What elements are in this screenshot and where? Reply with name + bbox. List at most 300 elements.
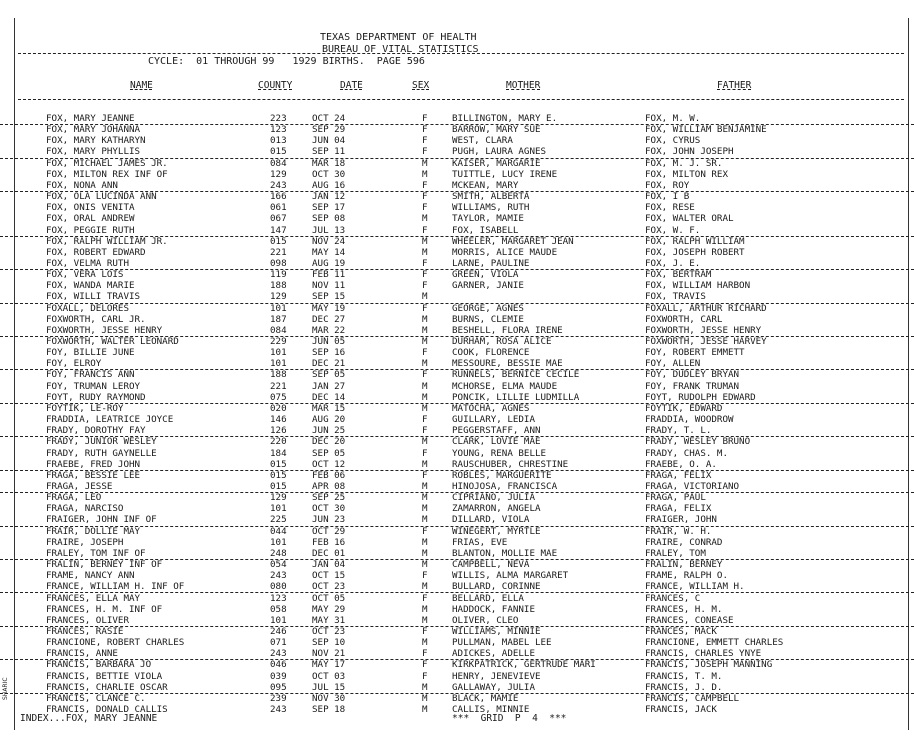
cell-mother: PONCIK, LILLIE LUDMILLA [452, 391, 580, 403]
table-row [0, 381, 914, 392]
cell-county: 101 [270, 536, 287, 548]
cell-date: OCT 24 [312, 113, 346, 124]
cell-mother: FOX, ISABELL [452, 224, 519, 236]
cell-date: DEC 27 [312, 313, 346, 325]
cell-sex: F [422, 269, 428, 281]
table-row [0, 503, 914, 514]
cell-date: OCT 30 [312, 503, 346, 515]
table-row [0, 671, 914, 682]
column-header-sex: SEX [412, 80, 430, 91]
cell-county: 058 [270, 603, 287, 615]
table-row [0, 158, 914, 169]
cell-county: 129 [270, 492, 287, 504]
cell-mother: ADICKES, ADELLE [452, 648, 535, 660]
cell-date: AUG 16 [312, 179, 346, 191]
cell-name: FRADY, RUTH GAYNELLE [46, 447, 157, 459]
cell-name: FRANCE, WILLIAM H. INF OF [46, 581, 185, 593]
cell-mother: HINOJOSA, FRANCISCA [452, 480, 558, 492]
cell-date: SEP 18 [312, 704, 346, 715]
cell-sex: F [422, 414, 428, 426]
side-mark: SHARIC [2, 677, 9, 700]
cell-date: JUN 23 [312, 514, 346, 526]
cell-father: FOY, FRANK TRUMAN [645, 380, 740, 392]
cell-name: FRAIR, DOLLIE MAY [46, 525, 141, 537]
cell-mother: CIPRIANO, JULIA [452, 492, 535, 504]
column-header-date: DATE [340, 80, 363, 91]
cell-county: 080 [270, 581, 287, 593]
cell-county: 146 [270, 414, 287, 426]
cell-sex: F [422, 258, 428, 269]
cell-mother: CALLIS, MINNIE [452, 704, 530, 715]
cell-sex: F [422, 146, 428, 158]
cell-name: FRADDIA, LEATRICE JOYCE [46, 414, 174, 426]
cell-mother: RUNNELS, BERNICE CECILE [452, 369, 580, 381]
cell-mother: KIRKPATRICK, GERTRUDE MARI [452, 659, 596, 671]
cell-county: 220 [270, 436, 287, 448]
cell-father: FRAGA, FELIX [645, 503, 712, 515]
cell-county: 147 [270, 224, 287, 236]
cell-father: FOY, ALLEN [645, 358, 701, 370]
cell-name: FOX, VERA LOIS [46, 269, 124, 281]
cell-mother: LARNE, PAULINE [452, 258, 530, 269]
cell-father: FOX, JOSEPH ROBERT [645, 246, 745, 258]
cell-county: 101 [270, 302, 287, 314]
cell-sex: F [422, 525, 428, 537]
cell-sex: M [422, 559, 428, 570]
cell-name: FOXALL, DELORES [46, 302, 129, 314]
cell-mother: BARROW, MARY SUE [452, 124, 541, 136]
cell-mother: PULLMAN, MABEL LEE [452, 637, 552, 649]
cell-father: FRANCIS, JACK [645, 704, 717, 715]
table-row [0, 492, 914, 503]
table-row [0, 593, 914, 604]
cell-county: 243 [270, 648, 287, 660]
table-row [0, 135, 914, 146]
cell-county: 061 [270, 202, 287, 214]
cell-sex: M [422, 213, 428, 225]
cell-date: AUG 20 [312, 414, 346, 426]
cell-date: JUL 13 [312, 224, 346, 236]
table-row [0, 369, 914, 380]
cell-father: FRAGA, VICTORIANO [645, 480, 740, 492]
table-row [0, 314, 914, 325]
cell-father: FOX, WILLIAM BENJAMINE [645, 124, 767, 136]
cell-father: FOX, I B [645, 191, 690, 203]
cell-father: FRAGA, FELIX [645, 469, 712, 481]
cell-mother: CLARK, LOVIE MAE [452, 436, 541, 448]
cell-county: 039 [270, 670, 287, 682]
cell-name: FRANCIS, BETTIE VIOLA [46, 670, 163, 682]
cell-county: 067 [270, 213, 287, 225]
cell-mother: WEST, CLARA [452, 135, 513, 147]
cell-date: FEB 06 [312, 469, 346, 481]
column-header-county: COUNTY [258, 80, 293, 91]
table-row [0, 659, 914, 670]
table-row [0, 236, 914, 247]
cell-mother: WILLIS, ALMA MARGARET [452, 570, 569, 582]
cell-date: MAY 19 [312, 302, 346, 314]
cell-sex: F [422, 202, 428, 214]
cell-name: FRALEY, TOM INF OF [46, 547, 146, 559]
cell-name: FOX, MARY PHYLLIS [46, 146, 141, 158]
cell-sex: M [422, 358, 428, 370]
cell-mother: MATOCHA, AGNES [452, 402, 530, 414]
cell-name: FRANCIS, DONALD CALLIS [46, 704, 168, 715]
cell-name: FRANCES, OLIVER [46, 614, 129, 626]
cell-name: FOX, OLA LUCINDA ANN [46, 191, 157, 203]
cell-sex: F [422, 113, 428, 124]
cell-date: MAR 18 [312, 157, 346, 169]
cell-date: SEP 08 [312, 213, 346, 225]
cell-sex: F [422, 425, 428, 437]
cell-county: 239 [270, 692, 287, 704]
cell-father: FRANCIS, JOSEPH MANNING [645, 659, 773, 671]
cell-date: JAN 04 [312, 559, 346, 570]
cell-sex: F [422, 369, 428, 381]
cell-sex: M [422, 681, 428, 693]
cell-mother: BLANTON, MOLLIE MAE [452, 547, 558, 559]
cell-mother: BLACK, MAMIE [452, 692, 519, 704]
cell-sex: F [422, 625, 428, 637]
cell-mother: GALLAWAY, JULIA [452, 681, 535, 693]
cell-father: FRANCIS, T. M. [645, 670, 723, 682]
cell-mother: BESHELL, FLORA IRENE [452, 324, 563, 336]
cell-county: 015 [270, 469, 287, 481]
cell-name: FOXWORTH, JESSE HENRY [46, 324, 163, 336]
cell-sex: M [422, 514, 428, 526]
cell-date: OCT 23 [312, 581, 346, 593]
cell-mother: TUITTLE, LUCY IRENE [452, 168, 558, 180]
cell-father: FOYT, RUDOLPH EDWARD [645, 391, 756, 403]
cell-father: FRAIRE, CONRAD [645, 536, 723, 548]
table-row [0, 169, 914, 180]
table-row [0, 213, 914, 224]
table-row [0, 280, 914, 291]
cell-father: FRANCIONE, EMMETT CHARLES [645, 637, 784, 649]
header-cycle: CYCLE: 01 THROUGH 99 1929 BIRTHS. PAGE 596 [148, 56, 425, 67]
cell-date: OCT 15 [312, 570, 346, 582]
cell-date: MAY 14 [312, 246, 346, 258]
cell-date: MAY 31 [312, 614, 346, 626]
cell-county: 101 [270, 347, 287, 359]
cell-county: 184 [270, 447, 287, 459]
cell-sex: F [422, 191, 428, 203]
cell-county: 020 [270, 402, 287, 414]
cell-father: FOXALL, ARTHUR RICHARD [645, 302, 767, 314]
cell-county: 243 [270, 704, 287, 715]
cell-name: FOX, WANDA MARIE [46, 280, 135, 292]
cell-name: FRAGA, LEO [46, 492, 102, 504]
cell-sex: M [422, 704, 428, 715]
cell-name: FRAIRE, JOSEPH [46, 536, 124, 548]
cell-date: DEC 01 [312, 547, 346, 559]
cell-name: FOX, VELMA RUTH [46, 258, 129, 269]
cell-county: 223 [270, 113, 287, 124]
cell-sex: M [422, 480, 428, 492]
cell-father: FRADY, WESLEY BRUNO [645, 436, 751, 448]
cell-father: FOY, DUDLEY BRYAN [645, 369, 740, 381]
cell-name: FOX, MARY KATHARYN [46, 135, 146, 147]
cell-sex: F [422, 659, 428, 671]
cell-county: 015 [270, 458, 287, 470]
cell-father: FRANCE, WILLIAM H. [645, 581, 745, 593]
cell-mother: PUGH, LAURA AGNES [452, 146, 547, 158]
cell-mother: HENRY, JENEVIEVE [452, 670, 541, 682]
cell-name: FRAME, NANCY ANN [46, 570, 135, 582]
cell-county: 126 [270, 425, 287, 437]
cell-mother: BILLINGTON, MARY E. [452, 113, 558, 124]
cell-name: FOX, ONIS VENITA [46, 202, 135, 214]
cell-county: 101 [270, 614, 287, 626]
cell-name: FRANCIS, BARBARA JO [46, 659, 152, 671]
table-row [0, 626, 914, 637]
cell-father: FRANCES, CONEASE [645, 614, 734, 626]
cell-date: SEP 05 [312, 447, 346, 459]
cell-father: FOXWORTH, JESSE HENRY [645, 324, 762, 336]
cell-sex: M [422, 313, 428, 325]
cell-sex: M [422, 458, 428, 470]
cell-father: FOX, JOHN JOSEPH [645, 146, 734, 158]
cell-father: FRANCES, H. M. [645, 603, 723, 615]
cell-father: FOYTIK, EDWARD [645, 402, 723, 414]
cell-county: 187 [270, 313, 287, 325]
header-title: TEXAS DEPARTMENT OF HEALTH [320, 32, 477, 43]
table-row [0, 269, 914, 280]
cell-date: OCT 05 [312, 592, 346, 604]
cell-sex: F [422, 469, 428, 481]
cell-county: 221 [270, 246, 287, 258]
cell-father: FRADY, T. L. [645, 425, 712, 437]
cell-mother: BELLARD, ELLA [452, 592, 524, 604]
table-row [0, 436, 914, 447]
cell-father: FOX, M. J. SR. [645, 157, 723, 169]
table-row [0, 202, 914, 213]
cell-mother: CAMPBELL, NEVA [452, 559, 530, 570]
cell-date: SEP 25 [312, 492, 346, 504]
cell-mother: WILLIAMS, RUTH [452, 202, 530, 214]
cell-name: FOY, FRANCIS ANN [46, 369, 135, 381]
cell-county: 246 [270, 625, 287, 637]
cell-name: FOX, PEGGIE RUTH [46, 224, 135, 236]
cell-mother: YOUNG, RENA BELLE [452, 447, 547, 459]
column-header-father: FATHER [717, 80, 752, 91]
table-row [0, 604, 914, 615]
cell-sex: M [422, 246, 428, 258]
cell-county: 166 [270, 191, 287, 203]
cell-father: FRANCIS, J. D. [645, 681, 723, 693]
cell-date: JUN 04 [312, 135, 346, 147]
cell-county: 188 [270, 369, 287, 381]
column-header-name: NAME [130, 80, 153, 91]
table-row [0, 570, 914, 581]
cell-sex: M [422, 692, 428, 704]
cell-county: 071 [270, 637, 287, 649]
cell-name: FRANCIS, ANNE [46, 648, 118, 660]
table-row [0, 448, 914, 459]
cell-date: JAN 12 [312, 191, 346, 203]
cell-father: FOX, BERTRAM [645, 269, 712, 281]
cell-county: 075 [270, 391, 287, 403]
cell-sex: M [422, 436, 428, 448]
cell-name: FRANCIS, CHARLIE OSCAR [46, 681, 168, 693]
cell-name: FRADY, DOROTHY FAY [46, 425, 146, 437]
cell-sex: M [422, 380, 428, 392]
cell-date: OCT 23 [312, 625, 346, 637]
table-row [0, 124, 914, 135]
cell-date: JAN 27 [312, 380, 346, 392]
cell-county: 015 [270, 146, 287, 158]
table-row [0, 470, 914, 481]
cell-sex: F [422, 447, 428, 459]
cell-mother: MORRIS, ALICE MAUDE [452, 246, 558, 258]
cell-county: 046 [270, 659, 287, 671]
footer-index: INDEX...FOX, MARY JEANNE [20, 713, 158, 724]
cell-name: FOX, MARY JEANNE [46, 113, 135, 124]
cell-date: FEB 16 [312, 536, 346, 548]
cell-name: FOX, MARY JOHANNA [46, 124, 141, 136]
cell-date: FEB 11 [312, 269, 346, 281]
table-row [0, 303, 914, 314]
cell-date: DEC 14 [312, 391, 346, 403]
cell-sex: M [422, 291, 428, 303]
cell-date: OCT 12 [312, 458, 346, 470]
cell-name: FRANCES, RASIE [46, 625, 124, 637]
cell-sex: F [422, 224, 428, 236]
cell-county: 095 [270, 681, 287, 693]
cell-mother: FRIAS, EVE [452, 536, 508, 548]
cell-father: FOX, MILTON REX [645, 168, 728, 180]
cell-father: FOY, ROBERT EMMETT [645, 347, 745, 359]
cell-mother: HADDOCK, FANNIE [452, 603, 535, 615]
cell-sex: F [422, 124, 428, 136]
cell-sex: M [422, 581, 428, 593]
cell-name: FOX, MICHAEL JAMES JR. [46, 157, 168, 169]
cell-mother: DILLARD, VIOLA [452, 514, 530, 526]
cell-mother: DURHAM, ROSA ALICE [452, 336, 552, 347]
cell-sex: M [422, 402, 428, 414]
table-row [0, 559, 914, 570]
cell-sex: F [422, 280, 428, 292]
cell-county: 123 [270, 592, 287, 604]
cell-county: 054 [270, 559, 287, 570]
cell-father: FRAIR, W. H. [645, 525, 712, 537]
cell-date: OCT 30 [312, 168, 346, 180]
cell-county: 015 [270, 480, 287, 492]
cell-mother: GREEN, VIOLA [452, 269, 519, 281]
cell-name: FRANCES, H. M. INF OF [46, 603, 163, 615]
table-row [0, 637, 914, 648]
cell-sex: M [422, 637, 428, 649]
cell-date: NOV 21 [312, 648, 346, 660]
cell-name: FRAGA, JESSE [46, 480, 113, 492]
cell-date: DEC 20 [312, 436, 346, 448]
table-row [0, 191, 914, 202]
table-row [0, 347, 914, 358]
cell-date: NOV 24 [312, 235, 346, 247]
cell-county: 123 [270, 124, 287, 136]
cell-name: FRANCIONE, ROBERT CHARLES [46, 637, 185, 649]
cell-name: FOX, MILTON REX INF OF [46, 168, 168, 180]
cell-father: FRAME, RALPH O. [645, 570, 728, 582]
cell-county: 243 [270, 570, 287, 582]
cell-date: MAY 17 [312, 659, 346, 671]
cell-sex: M [422, 391, 428, 403]
cell-sex: F [422, 347, 428, 359]
cell-mother: PEGGERSTAFF, ANN [452, 425, 541, 437]
cell-name: FOYT, RUDY RAYMOND [46, 391, 146, 403]
cell-name: FRAEBE, FRED JOHN [46, 458, 141, 470]
cell-father: FRANCIS, CAMPBELL [645, 692, 740, 704]
cell-name: FOXWORTH, WALTER LEONARD [46, 336, 179, 347]
cell-father: FRAIGER, JOHN [645, 514, 717, 526]
cell-county: 188 [270, 280, 287, 292]
header-rule [18, 53, 904, 54]
cell-county: 084 [270, 157, 287, 169]
table-row [0, 526, 914, 537]
footer-grid: *** GRID P 4 *** [452, 713, 567, 724]
cell-mother: KAISER, MARGARIE [452, 157, 541, 169]
cell-county: 119 [270, 269, 287, 281]
cell-mother: ZAMARRON, ANGELA [452, 503, 541, 515]
cell-name: FRADY, JUNIOR WESLEY [46, 436, 157, 448]
cell-name: FRALIN, BERNEY INF OF [46, 559, 163, 570]
cell-name: FRAGA, NARCISO [46, 503, 124, 515]
cell-name: FRANCES, ELLA MAY [46, 592, 141, 604]
cell-county: 013 [270, 135, 287, 147]
table-row [0, 693, 914, 704]
header-bureau: BUREAU OF VITAL STATISTICS [322, 44, 479, 55]
cell-county: 229 [270, 336, 287, 347]
cell-date: SEP 11 [312, 146, 346, 158]
cell-mother: BURNS, CLEMIE [452, 313, 524, 325]
cell-county: 243 [270, 179, 287, 191]
cell-date: MAR 15 [312, 402, 346, 414]
cell-name: FRANCIS, CLANCE C. [46, 692, 146, 704]
cell-county: 098 [270, 258, 287, 269]
cell-mother: WILLIAMS, MINNIE [452, 625, 541, 637]
cell-sex: F [422, 592, 428, 604]
cell-county: 015 [270, 235, 287, 247]
cell-county: 084 [270, 324, 287, 336]
cell-mother: MCKEAN, MARY [452, 179, 519, 191]
cell-sex: M [422, 324, 428, 336]
cell-sex: M [422, 603, 428, 615]
cell-name: FOY, BILLIE JUNE [46, 347, 135, 359]
cell-name: FOY, ELROY [46, 358, 102, 370]
cell-date: JUL 15 [312, 681, 346, 693]
cell-county: 044 [270, 525, 287, 537]
cell-date: OCT 03 [312, 670, 346, 682]
cell-county: 101 [270, 358, 287, 370]
cell-date: MAR 22 [312, 324, 346, 336]
cell-name: FRAGA, BESSIE LEE [46, 469, 141, 481]
cell-father: FOX, RESE [645, 202, 695, 214]
column-header-rule [18, 99, 904, 100]
cell-mother: GUILLARY, LEDIA [452, 414, 535, 426]
cell-date: OCT 29 [312, 525, 346, 537]
cell-sex: F [422, 648, 428, 660]
column-header-mother: MOTHER [506, 80, 541, 91]
cell-mother: COOK, FLORENCE [452, 347, 530, 359]
cell-date: SEP 16 [312, 347, 346, 359]
cell-mother: SMITH, ALBERTA [452, 191, 530, 203]
cell-sex: M [422, 547, 428, 559]
cell-date: SEP 10 [312, 637, 346, 649]
table-row [0, 336, 914, 347]
cell-sex: F [422, 302, 428, 314]
cell-father: FRANCIS, CHARLES YNYE [645, 648, 762, 660]
cell-mother: WINEGERT, MYRTLE [452, 525, 541, 537]
